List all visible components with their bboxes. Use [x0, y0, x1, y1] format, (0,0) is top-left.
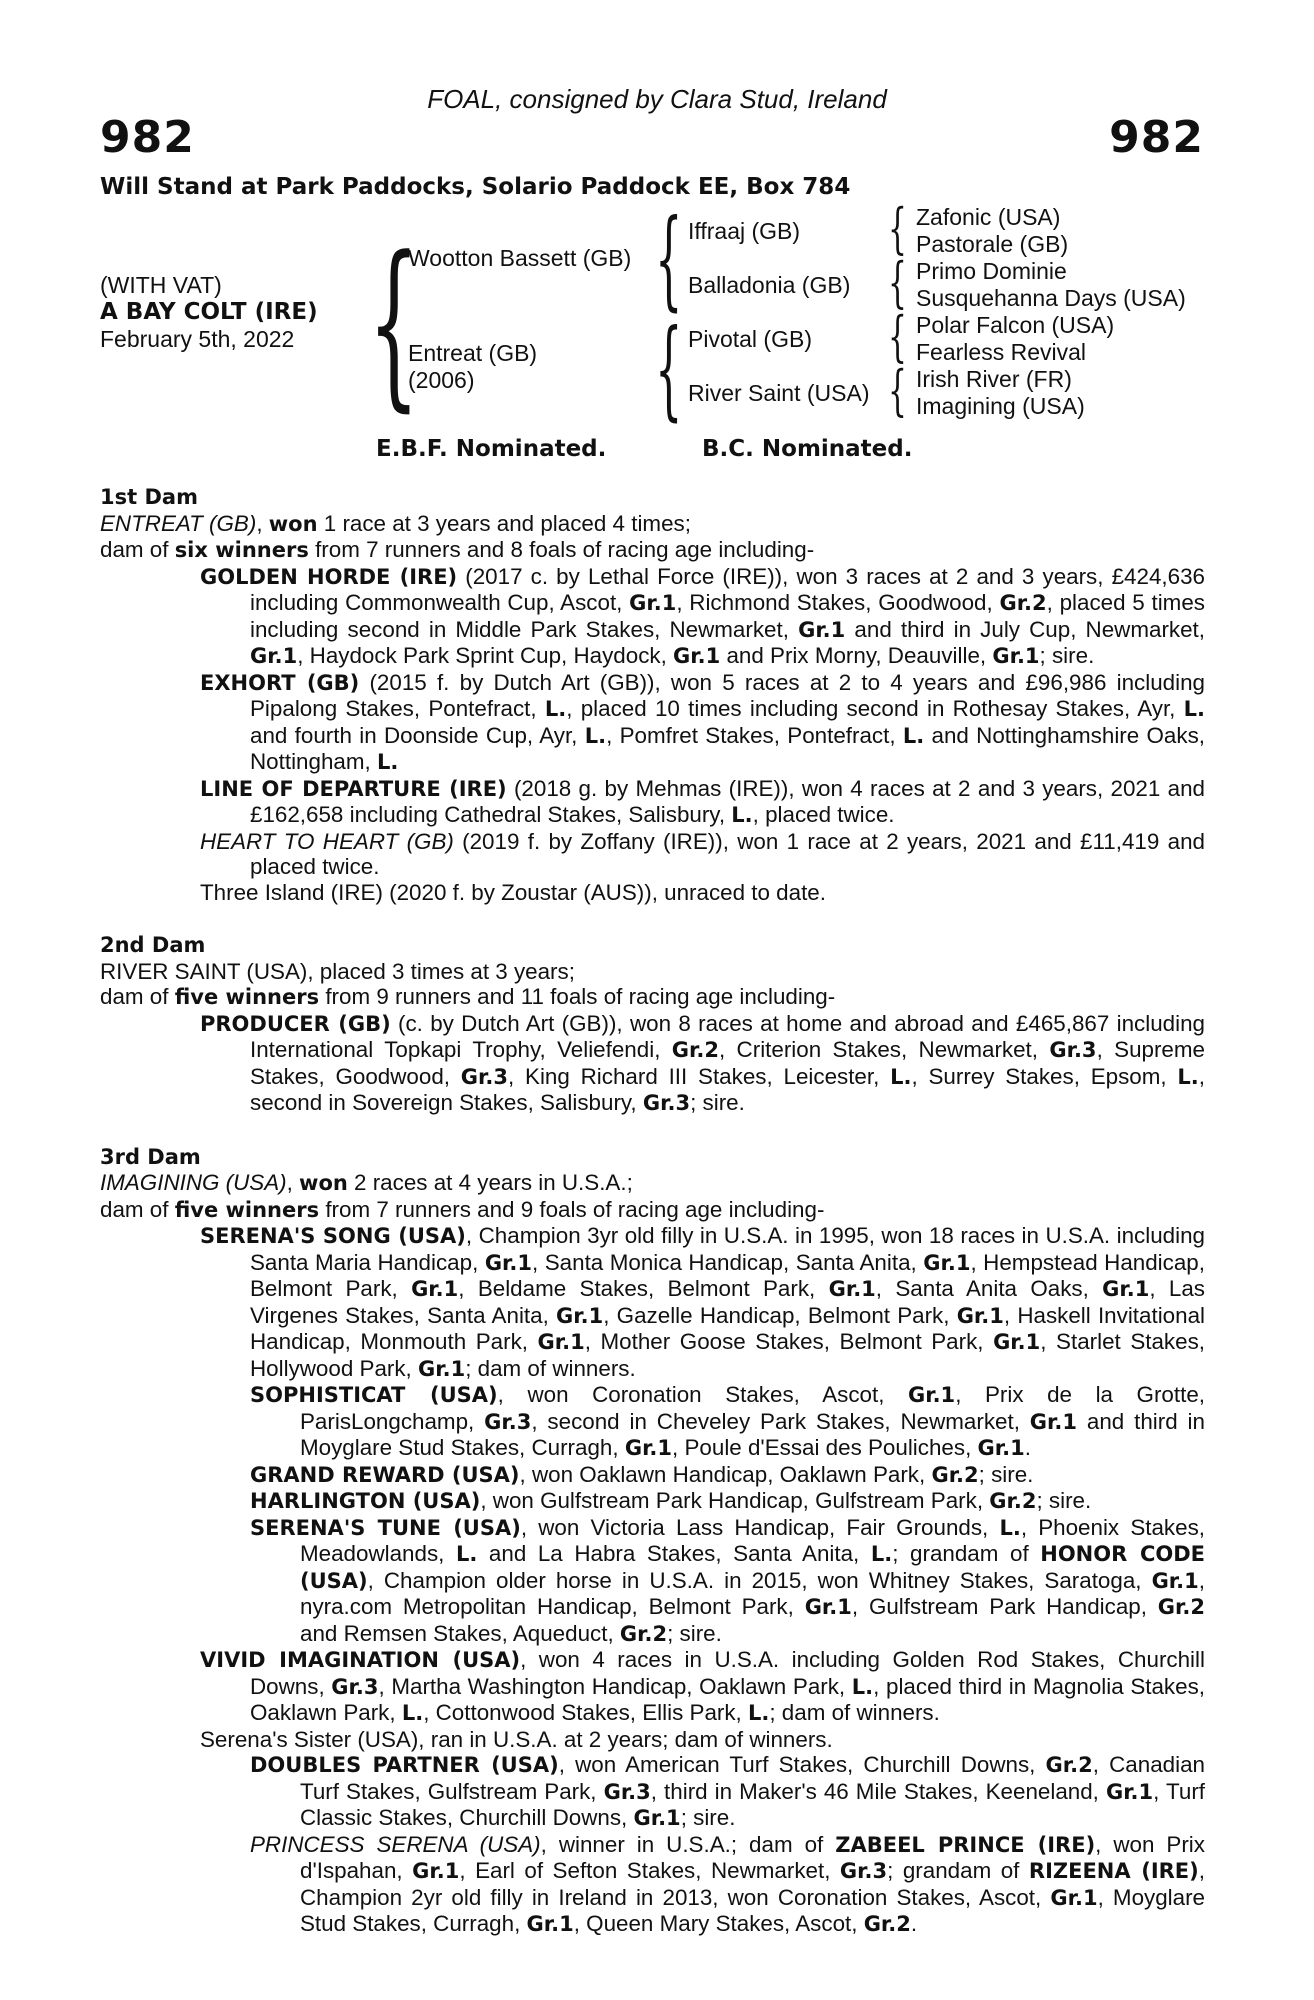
pedigree-brace-dd: { — [888, 359, 907, 422]
produce-entry — [100, 776, 1205, 829]
bold-text: Gr.1 — [673, 644, 721, 668]
bold-text: Gr.3 — [603, 1779, 651, 1804]
bold-text: RIZEENA (IRE) — [1028, 1859, 1199, 1883]
text-run: ; sire. — [1036, 1488, 1092, 1513]
text-run: and third in July Cup, Newmarket, — [845, 616, 1205, 642]
text-run: , won Gulfstream Park Handicap, Gulfstream Park, — [480, 1488, 990, 1513]
bold-text: L. — [455, 1542, 478, 1566]
text-run: . — [910, 1911, 918, 1936]
pedigree-sss: Zafonic (USA) — [916, 204, 1061, 230]
ebf-nomination: E.B.F. Nominated. — [376, 436, 607, 462]
pedigree-dam-sire: Pivotal (GB) — [688, 326, 812, 352]
bold-text: GOLDEN HORDE (IRE) — [200, 564, 458, 589]
text-run: and third in Moyglare Stud Stakes, Curragh, — [300, 1408, 1205, 1460]
pedigree-sdd: Susquehanna Days (USA) — [916, 285, 1186, 311]
bold-text: L. — [584, 723, 607, 748]
bold-text: ZABEEL PRINCE (IRE) — [835, 1832, 1096, 1857]
dam-heading — [100, 1144, 1205, 1171]
bold-text: Gr.3 — [331, 1674, 379, 1699]
text-run: and La Habra Stakes, Santa Anita, — [477, 1541, 871, 1566]
dam-summary-line — [100, 1197, 1205, 1224]
text-run: , won Oaklawn Handicap, Oaklawn Park, — [519, 1461, 932, 1487]
bold-text: L. — [902, 723, 925, 748]
pedigree-dsd: Fearless Revival — [916, 339, 1086, 365]
text-run: , Starlet Stakes, Hollywood Park, — [250, 1329, 1205, 1381]
text-run: from 7 runners and 8 foals of racing age including- — [308, 537, 815, 562]
produce-entry — [100, 1011, 1205, 1117]
bold-text: Gr.1 — [537, 1330, 585, 1354]
bold-text: Gr.1 — [828, 1277, 876, 1301]
produce-entry — [100, 1727, 1205, 1753]
bold-text: Gr.2 — [619, 1621, 668, 1646]
italic-text: IMAGINING (USA) — [100, 1170, 287, 1195]
bold-text: HONOR CODE (USA) — [300, 1542, 1205, 1593]
italic-text: HEART TO HEART (GB) — [200, 828, 454, 854]
bold-text: Gr.2 — [863, 1912, 911, 1936]
bold-text: Gr.3 — [1049, 1038, 1097, 1062]
text-run: , won Coronation Stakes, Ascot, — [497, 1382, 908, 1407]
bold-text: L. — [731, 803, 753, 827]
consignor-line: FOAL, consigned by Clara Stud, Ireland — [427, 84, 887, 114]
text-run: , won Victoria Lass Handicap, Fair Grounds, — [520, 1514, 1000, 1540]
text-run: , second in Cheveley Park Stakes, Newmarket, — [531, 1408, 1030, 1434]
text-run: , Poule d'Essai des Pouliches, — [672, 1435, 978, 1460]
text-run: and Prix Morny, Deauville, — [720, 643, 993, 668]
text-run: (2019 f. by Zoffany (IRE)), won 1 race at 2 years, 2021 and £11,419 and placed twice. — [250, 828, 1205, 879]
pedigree-dam: Entreat (GB) — [408, 340, 538, 366]
text-run: , Earl of Sefton Stakes, Newmarket, — [459, 1858, 840, 1883]
text-run: , Champion older horse in U.S.A. in 2015, won Whitney Stakes, Saratoga, — [367, 1567, 1152, 1593]
pedigree-dam-year: (2006) — [408, 367, 475, 393]
dam-heading — [100, 932, 1205, 959]
bold-text: SERENA'S SONG (USA) — [200, 1224, 466, 1248]
bold-text: L. — [851, 1674, 874, 1699]
stand-location: Will Stand at Park Paddocks, Solario Paddock EE, Box 784 — [100, 174, 851, 200]
bold-text: Gr.1 — [629, 591, 677, 615]
text-run: 2 races at 4 years in U.S.A.; — [347, 1170, 633, 1195]
text-run: , Moyglare Stud Stakes, Curragh, — [300, 1884, 1206, 1936]
text-run: , Pomfret Stakes, Pontefract, — [606, 722, 903, 748]
text-run: RIVER SAINT (USA), placed 3 times at 3 years; — [100, 958, 575, 984]
bold-text: Gr.1 — [1105, 1779, 1154, 1804]
bold-text: L. — [1177, 1064, 1199, 1089]
dam-heading — [100, 484, 1205, 511]
text-run: , placed 10 times including second in Rothesay Stakes, Ayr, — [566, 696, 1184, 721]
text-run: , — [256, 510, 269, 536]
text-run: , Haydock Park Sprint Cup, Haydock, — [297, 643, 674, 668]
text-run: . — [1024, 1435, 1031, 1460]
pedigree-brace-ss: { — [888, 197, 907, 260]
bold-text: Gr.1 — [556, 1303, 604, 1328]
text-run: , Champion 3yr old filly in U.S.A. in 1995, won 18 races in U.S.A. including Santa Maria Handicap, — [250, 1223, 1206, 1275]
produce-entry — [100, 1515, 1205, 1648]
dam-heading-text: 1st Dam — [100, 485, 198, 509]
bold-text: LINE OF DEPARTURE (IRE) — [200, 776, 507, 801]
pedigree-sire: Wootton Bassett (GB) — [408, 245, 632, 271]
bold-text: Gr.1 — [907, 1383, 956, 1407]
bold-text: Gr.2 — [989, 1489, 1037, 1513]
bold-text: Gr.1 — [992, 644, 1040, 668]
pedigree-dam-dam: River Saint (USA) — [688, 380, 870, 406]
bold-text: L. — [401, 1701, 424, 1725]
bold-text: Gr.2 — [1157, 1595, 1205, 1619]
text-run: , placed 5 times including second in Middle Park Stakes, Newmarket, — [250, 590, 1205, 642]
text-run: ; sire. — [978, 1461, 1034, 1487]
produce-entry — [100, 1647, 1205, 1727]
text-run: ; sire. — [690, 1090, 745, 1115]
pedigree-brace-sire: { — [655, 197, 683, 322]
text-run: , Beldame Stakes, Belmont Park, — [458, 1276, 829, 1301]
text-run: , second in Sovereign Stakes, Salisbury, — [250, 1063, 1206, 1115]
dam-summary-line — [100, 537, 1205, 564]
bold-text: Gr.1 — [798, 617, 846, 642]
text-run: , winner in U.S.A.; dam of — [540, 1831, 836, 1857]
produce-entry — [100, 1752, 1205, 1832]
bold-text: HARLINGTON (USA) — [250, 1489, 481, 1513]
bold-text: six winners — [174, 538, 309, 562]
dam-summary-line — [100, 984, 1205, 1011]
text-run: and Remsen Stakes, Aqueduct, — [300, 1620, 620, 1646]
pedigree-dss: Polar Falcon (USA) — [916, 312, 1115, 338]
produce-entry — [100, 1462, 1205, 1489]
text-run: , nyra.com Metropolitan Handicap, Belmont Park, — [300, 1567, 1205, 1619]
bold-text: Gr.1 — [418, 1356, 466, 1381]
bold-text: L. — [748, 1701, 770, 1725]
text-run: , King Richard III Stakes, Leicester, — [508, 1063, 891, 1089]
text-run: , Prix de la Grotte, ParisLongchamp, — [300, 1382, 1205, 1434]
bold-text: Gr.3 — [460, 1064, 508, 1089]
text-run: , won Prix d'Ispahan, — [300, 1831, 1205, 1883]
bold-text: Gr.1 — [412, 1859, 460, 1883]
italic-text: PRINCESS SERENA (USA) — [250, 1831, 541, 1857]
produce-entry — [100, 1488, 1205, 1515]
text-run: , won American Turf Stakes, Churchill Downs, — [558, 1752, 1046, 1777]
pedigree-brace-ds: { — [888, 305, 907, 368]
text-run: , Champion 2yr old filly in Ireland in 2013, won Coronation Stakes, Ascot, — [300, 1858, 1205, 1910]
text-run: dam of — [100, 537, 175, 562]
text-run: from 7 runners and 9 foals of racing age including- — [319, 1196, 825, 1222]
text-run: (2017 c. by Lethal Force (IRE)), won 3 races at 2 and 3 years, £424,636 including Commonwealth Cup, Ascot, — [250, 563, 1205, 615]
pedigree-ssd: Pastorale (GB) — [916, 231, 1069, 257]
text-run: ; sire. — [667, 1620, 722, 1646]
italic-text: ENTREAT (GB) — [100, 510, 257, 536]
text-run: , Mother Goose Stakes, Belmont Park, — [584, 1329, 994, 1354]
catalogue-body — [100, 484, 1205, 1938]
bold-text: Gr.1 — [993, 1330, 1041, 1354]
text-run: (2015 f. by Dutch Art (GB)), won 5 races at 2 to 4 years and £96,986 including Pipalong Stakes, Pontefract, — [250, 669, 1205, 721]
text-run: (2018 g. by Mehmas (IRE)), won 4 races at 2 and 3 years, 2021 and £162,658 including Cathedral Stakes, Salisbury, — [250, 775, 1206, 827]
text-run: , placed third in Magnolia Stakes, Oaklawn Park, — [250, 1673, 1205, 1725]
text-run: ; dam of winners. — [769, 1700, 940, 1725]
text-run: , won 4 races in U.S.A. including Golden Rod Stakes, Churchill Downs, — [250, 1647, 1205, 1699]
text-run: ; grandam of — [892, 1541, 1041, 1566]
bold-text: Gr.2 — [999, 591, 1047, 615]
bold-text: Gr.1 — [624, 1436, 673, 1460]
bold-text: L. — [1183, 697, 1206, 721]
bold-text: Gr.1 — [977, 1436, 1025, 1460]
lot-name: A BAY COLT (IRE) — [100, 299, 318, 325]
bold-text: Gr.1 — [1151, 1568, 1199, 1593]
text-run: , Cottonwood Stakes, Ellis Park, — [423, 1700, 748, 1725]
bc-nomination: B.C. Nominated. — [702, 436, 913, 462]
pedigree-ddd: Imagining (USA) — [916, 393, 1085, 419]
text-run: , Santa Monica Handicap, Santa Anita, — [532, 1249, 924, 1275]
bold-text: L. — [544, 697, 567, 721]
bold-text: Gr.3 — [642, 1091, 691, 1115]
lot-number-left: 982 — [100, 112, 195, 163]
bold-text: L. — [890, 1064, 912, 1089]
text-run: , Surrey Stakes, Epsom, — [911, 1063, 1178, 1089]
dam-heading-text: 2nd Dam — [100, 933, 206, 957]
bold-text: Gr.1 — [633, 1806, 681, 1830]
pedigree-sds: Primo Dominie — [916, 258, 1067, 284]
bold-text: Gr.1 — [1102, 1277, 1150, 1301]
text-run: , Gulfstream Park Handicap, — [851, 1594, 1158, 1619]
produce-entry — [100, 880, 1205, 906]
bold-text: five winners — [174, 1197, 320, 1222]
bold-text: Gr.2 — [931, 1462, 979, 1487]
text-run: 1 race at 3 years and placed 4 times; — [317, 510, 691, 536]
bold-text: Gr.1 — [484, 1250, 533, 1275]
text-run: , Hempstead Handicap, Belmont Park, — [250, 1249, 1205, 1301]
text-run: , Turf Classic Stakes, Churchill Downs, — [300, 1778, 1205, 1830]
text-run: , Queen Mary Stakes, Ascot, — [573, 1911, 864, 1936]
text-run: Three Island (IRE) (2020 f. by Zoustar (AUS)), unraced to date. — [200, 879, 826, 905]
text-run: dam of — [100, 984, 175, 1009]
bold-text: Gr.1 — [956, 1303, 1004, 1328]
bold-text: Gr.1 — [804, 1595, 852, 1619]
text-run: , Santa Anita Oaks, — [875, 1276, 1103, 1301]
text-run: , placed twice. — [752, 802, 895, 827]
bold-text: SERENA'S TUNE (USA) — [250, 1515, 521, 1540]
text-run: Serena's Sister (USA), ran in U.S.A. at 2 years; dam of winners. — [200, 1726, 833, 1752]
pedigree-brace-dam: { — [655, 307, 683, 432]
bold-text: Gr.1 — [250, 644, 298, 668]
produce-entry — [100, 564, 1205, 670]
text-run: , Phoenix Stakes, Meadowlands, — [300, 1514, 1205, 1566]
produce-entry — [100, 1223, 1205, 1382]
produce-entry — [100, 670, 1205, 776]
bold-text: Gr.2 — [671, 1038, 719, 1062]
lot-number-right: 982 — [1109, 112, 1204, 163]
text-run: and fourth in Doonside Cup, Ayr, — [250, 722, 585, 748]
text-run: ; sire. — [680, 1805, 736, 1830]
text-run: ; grandam of — [887, 1858, 1029, 1883]
bold-text: five winners — [174, 985, 320, 1009]
text-run: , Las Virgenes Stakes, Santa Anita, — [250, 1276, 1205, 1328]
text-run: , Gazelle Handicap, Belmont Park, — [603, 1302, 957, 1328]
bold-text: won — [268, 511, 318, 536]
dam-summary-line — [100, 1170, 1205, 1197]
bold-text: Gr.1 — [923, 1250, 971, 1275]
text-run: , Canadian Turf Stakes, Gulfstream Park, — [300, 1752, 1205, 1804]
bold-text: L. — [376, 750, 399, 774]
text-run: dam of — [100, 1196, 175, 1222]
bold-text: L. — [999, 1515, 1021, 1540]
pedigree-dds: Irish River (FR) — [916, 366, 1072, 392]
bold-text: EXHORT (GB) — [200, 670, 360, 695]
bold-text: Gr.1 — [1029, 1409, 1077, 1434]
text-run: ; sire. — [1039, 643, 1095, 668]
text-run: ; dam of winners. — [465, 1355, 636, 1381]
produce-entry — [100, 1832, 1205, 1938]
bold-text: PRODUCER (GB) — [200, 1011, 391, 1036]
bold-text: L. — [870, 1542, 893, 1566]
dam-heading-text: 3rd Dam — [100, 1144, 201, 1169]
birth-date: February 5th, 2022 — [100, 326, 295, 352]
produce-entry — [100, 829, 1205, 880]
text-run: , Haskell Invitational Handicap, Monmouth Park, — [250, 1302, 1206, 1354]
text-run: , Richmond Stakes, Goodwood, — [676, 590, 1000, 615]
text-run: , Martha Washington Handicap, Oaklawn Park, — [378, 1673, 852, 1699]
bold-text: Gr.1 — [411, 1277, 459, 1301]
dam-summary-line — [100, 511, 1205, 538]
bold-text: DOUBLES PARTNER (USA) — [250, 1753, 559, 1777]
bold-text: Gr.3 — [839, 1859, 888, 1883]
bold-text: won — [299, 1171, 348, 1195]
bold-text: VIVID IMAGINATION (USA) — [200, 1648, 521, 1672]
pedigree-brace-sd: { — [888, 251, 907, 314]
pedigree-sire-dam: Balladonia (GB) — [688, 272, 851, 298]
bold-text: GRAND REWARD (USA) — [250, 1462, 520, 1487]
bold-text: Gr.3 — [484, 1409, 532, 1434]
produce-entry — [100, 1382, 1205, 1462]
text-run: , Supreme Stakes, Goodwood, — [250, 1037, 1205, 1089]
dam-summary-line — [100, 959, 1205, 985]
pedigree-brace-main: { — [368, 219, 420, 428]
text-run: , Criterion Stakes, Newmarket, — [718, 1037, 1050, 1062]
text-run: from 9 runners and 11 foals of racing age including- — [319, 984, 836, 1009]
bold-text: SOPHISTICAT (USA) — [250, 1383, 498, 1407]
text-run: (c. by Dutch Art (GB)), won 8 races at home and abroad and £465,867 including International Topkapi Trophy, Veliefendi, — [250, 1010, 1206, 1062]
text-run: and Nottinghamshire Oaks, Nottingham, — [250, 722, 1205, 774]
pedigree-sire-sire: Iffraaj (GB) — [688, 218, 801, 244]
text-run: , — [286, 1170, 300, 1195]
bold-text: Gr.2 — [1045, 1753, 1093, 1777]
vat-note: (WITH VAT) — [100, 272, 222, 298]
bold-text: Gr.1 — [1050, 1885, 1098, 1910]
bold-text: Gr.1 — [526, 1912, 574, 1936]
text-run: , third in Maker's 46 Mile Stakes, Keeneland, — [650, 1778, 1106, 1804]
